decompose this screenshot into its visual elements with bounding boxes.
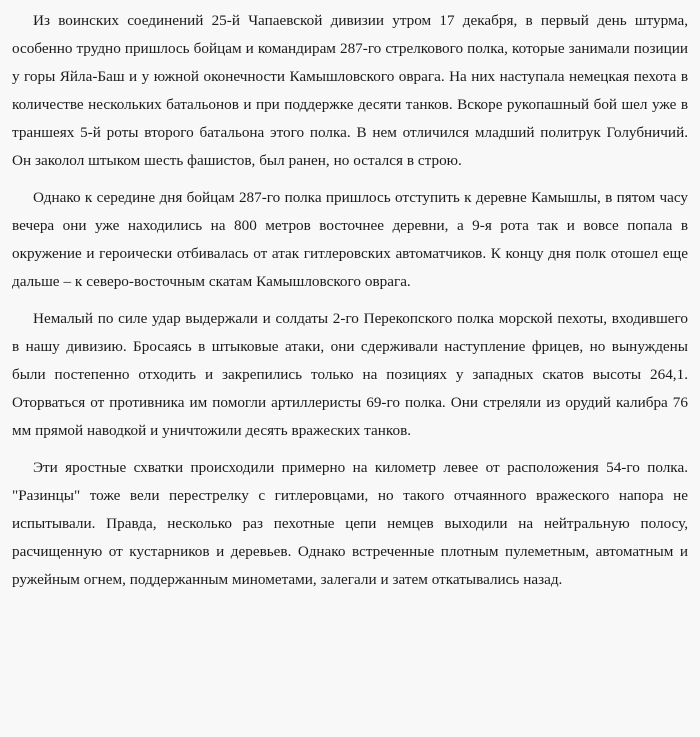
article-body — [12, 7, 688, 594]
paragraph-3: Немалый по силе удар выдержали и солдаты 2-го Перекопского полка морской пехоты, входившего в нашу дивизию. Бросаясь в штыковые атаки, они сдерживали наступление фрицев, но вынуждены были постепенно отходить и закрепились только на позициях у западных скатов высоты 264,1. Оторваться от противника им помогли артиллеристы 69-го полка. Они стреляли из орудий калибра 76 мм прямой наводкой и уничтожили десять вражеских танков. — [12, 310, 688, 439]
paragraph-1: Из воинских соединений 25-й Чапаевской дивизии утром 17 декабря, в первый день штурма, особенно трудно пришлось бойцам и командирам 287-го стрелкового полка, которые занимали позиции у горы Яйла-Баш и у южной оконечности Камышловского оврага. На них наступала немецкая пехота в количестве нескольких батальонов и при поддержке десяти танков. Вскоре рукопашный бой шел уже в траншеях 5-й роты второго батальона этого полка. В нем отличился младший политрук Голубничий. Он заколол штыком шесть фашистов, был ранен, но остался в строю. — [12, 12, 688, 169]
paragraph-2: Однако к середине дня бойцам 287-го полка пришлось отступить к деревне Камышлы, в пятом часу вечера они уже находились на 800 метров восточнее деревни, а 9-я рота так и вовсе попала в окружение и героически отбивалась от атак гитлеровских автоматчиков. К концу дня полк отошел еще дальше – к северо-восточным скатам Камышловского оврага. — [12, 189, 688, 290]
paragraph-4: Эти яростные схватки происходили примерно на километр левее от расположения 54-го полка. "Разинцы" тоже вели перестрелку с гитлеровцами, но такого отчаянного вражеского напора не испытывали. Правда, несколько раз пехотные цепи немцев выходили на нейтральную полосу, расчищенную от кустарников и деревьев. Однако встреченные плотным пулеметным, автоматным и ружейным огнем, поддержанным минометами, залегали и затем откатывались назад. — [12, 459, 688, 588]
